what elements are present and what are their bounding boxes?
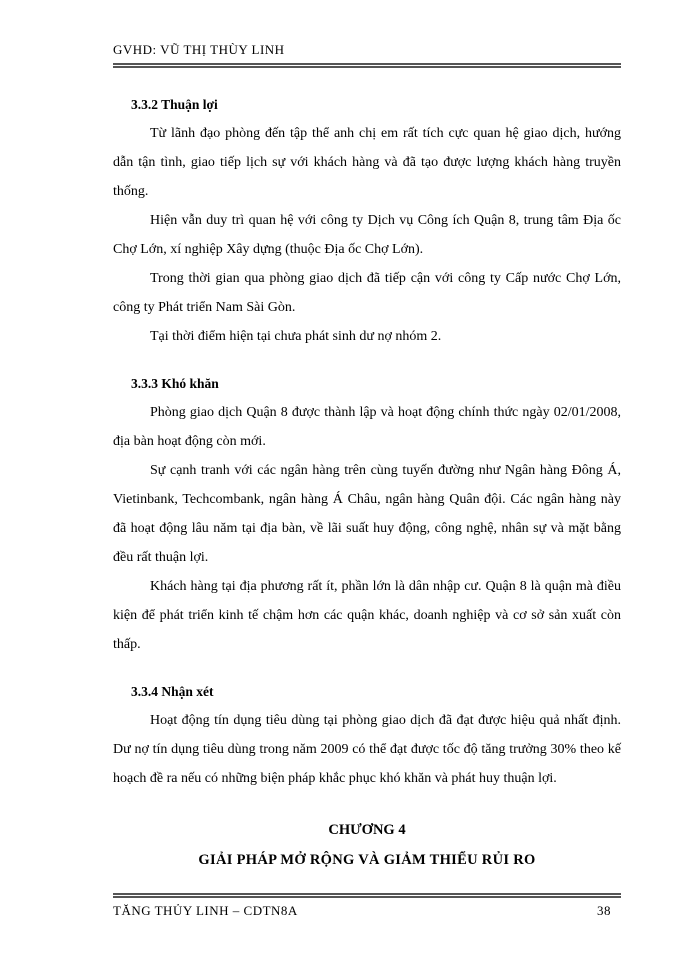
section-heading: 3.3.4 Nhận xét <box>131 684 214 699</box>
section-kho-khan <box>113 369 621 659</box>
paragraph: Trong thời gian qua phòng giao dịch đã tiếp cận với công ty Cấp nước Chợ Lớn, công ty Phát triển Nam Sài Gòn. <box>113 271 621 315</box>
section-nhan-xet <box>113 677 621 793</box>
chapter-title: GIẢI PHÁP MỞ RỘNG VÀ GIẢM THIỂU RỦI RO <box>198 852 536 868</box>
paragraph: Hiện vẫn duy trì quan hệ với công ty Dịch vụ Công ích Quận 8, trung tâm Địa ốc Chợ Lớn, xí nghiệp Xây dựng (thuộc Địa ốc Chợ Lớn). <box>113 213 621 257</box>
paragraph: Phòng giao dịch Quận 8 được thành lập và hoạt động chính thức ngày 02/01/2008, địa bàn hoạt động còn mới. <box>113 405 621 449</box>
page-header: GVHD: VŨ THỊ THÙY LINH <box>113 42 285 57</box>
footer-author: TĂNG THỦY LINH – CDTN8A <box>113 903 298 918</box>
paragraph: Từ lãnh đạo phòng đến tập thể anh chị em rất tích cực quan hệ giao dịch, hướng dẫn tận tình, giao tiếp lịch sự với khách hàng và đã tạo được lượng khách hàng truyền thống. <box>113 126 621 199</box>
section-heading: 3.3.3 Khó khăn <box>131 376 219 391</box>
page-footer <box>113 903 621 919</box>
section-heading: 3.3.2 Thuận lợi <box>131 97 218 112</box>
paragraph: Khách hàng tại địa phương rất ít, phần lớn là dân nhập cư. Quận 8 là quận mà điều kiện để phát triển kinh tế chậm hơn các quận khác, doanh nghiệp và cơ sở sản xuất còn thấp. <box>113 579 621 652</box>
chapter-title-block <box>113 815 621 875</box>
footer-divider <box>113 893 621 898</box>
header-divider <box>113 63 621 68</box>
section-thuan-loi <box>113 90 621 351</box>
document-body <box>113 90 621 811</box>
chapter-number: CHƯƠNG 4 <box>328 822 406 838</box>
paragraph: Hoạt động tín dụng tiêu dùng tại phòng giao dịch đã đạt được hiệu quả nhất định. Dư nợ tín dụng tiêu dùng trong năm 2009 có thể đạt được tốc độ tăng trưởng 30% theo kế hoạch đề ra nếu có những biện pháp khắc phục khó khăn và phát huy thuận lợi. <box>113 713 621 786</box>
paragraph: Tại thời điểm hiện tại chưa phát sinh dư nợ nhóm 2. <box>150 329 442 344</box>
page-number: 38 <box>597 903 611 918</box>
paragraph: Sự cạnh tranh với các ngân hàng trên cùng tuyến đường như Ngân hàng Đông Á, Vietinbank, Techcombank, ngân hàng Á Châu, ngân hàng Quân đội. Các ngân hàng này đã hoạt động lâu năm tại địa bàn, về lãi suất huy động, công nghệ, nhân sự và mặt bằng đều rất thuận lợi. <box>113 463 621 565</box>
